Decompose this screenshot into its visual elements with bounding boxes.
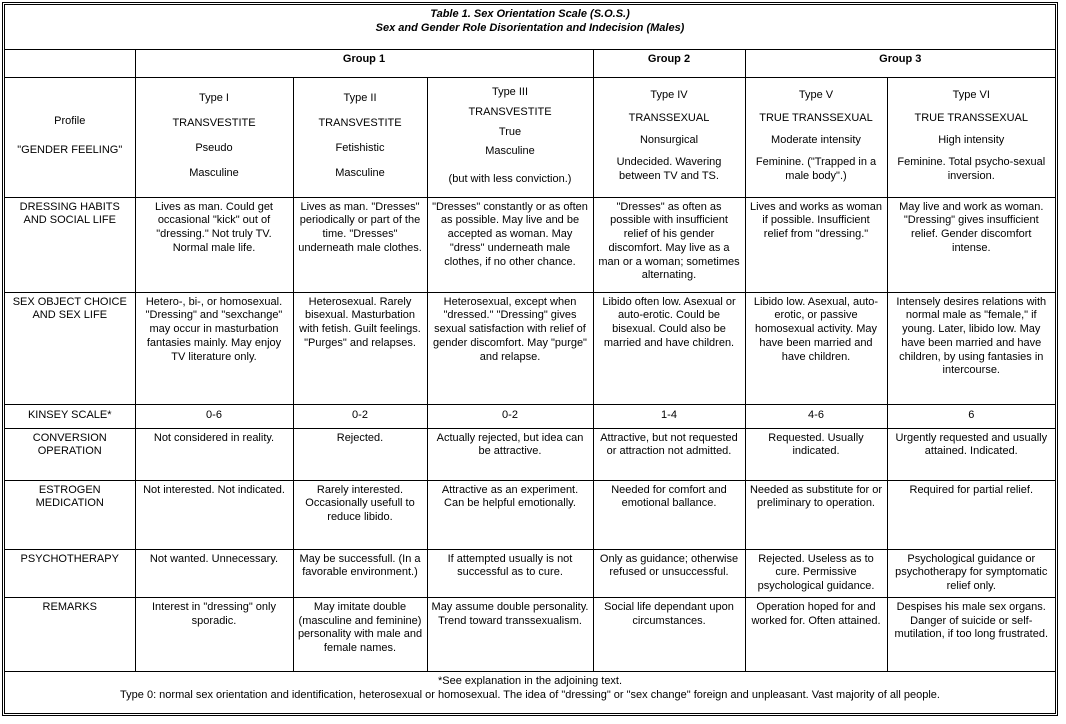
kinsey-type-1-cell: 0-6 xyxy=(135,404,293,428)
type-2-feeling: Masculine xyxy=(335,167,385,180)
table-title xyxy=(5,5,1055,49)
kinsey-type-4-cell: 1-4 xyxy=(593,404,745,428)
type-4-header-cell xyxy=(593,77,745,197)
conversion-row-label: CONVERSION OPERATION xyxy=(5,428,135,480)
psychotherapy-type-6-cell: Psychological guidance or psychotherapy for symptomatic relief only. xyxy=(887,549,1055,597)
remarks-type-2-cell: May imitate double (masculine and feminine) personality with male and female names. xyxy=(293,597,427,671)
type-3-feeling2: (but with less conviction.) xyxy=(448,172,572,185)
profile-label: Profile xyxy=(54,115,86,128)
type-3-header-cell xyxy=(427,77,593,197)
footnote-line2: Type 0: normal sex orientation and identification, heterosexual or homosexual. The idea of "dressing" or "sex change" foreign and unpleasant. Vast majority of all people. xyxy=(120,688,940,701)
sexobj-type-1-cell: Hetero-, bi-, or homosexual. "Dressing" and "sexchange" may occur in masturbation fantasies mainly. May enjoy TV literature only. xyxy=(135,292,293,404)
type-1-category: TRANSVESTITE xyxy=(172,117,256,130)
type-3-name: Type III xyxy=(491,86,529,99)
sexobj-type-2-cell: Heterosexual. Rarely bisexual. Masturbation with fetish. Guilt feelings. "Purges" and relapses. xyxy=(293,292,427,404)
psychotherapy-row xyxy=(5,549,1055,597)
profile-row xyxy=(5,77,1055,197)
footnote-row xyxy=(5,671,1055,717)
dressing-habits-row xyxy=(5,197,1055,292)
group-2-header: Group 2 xyxy=(593,49,745,77)
profile-row-label xyxy=(5,77,135,197)
type-5-category: TRUE TRANSSEXUAL xyxy=(759,111,873,124)
remarks-type-5-cell: Operation hoped for and worked for. Often attained. xyxy=(745,597,887,671)
type-5-header-cell xyxy=(745,77,887,197)
kinsey-type-3-cell: 0-2 xyxy=(427,404,593,428)
type-6-header-cell xyxy=(887,77,1055,197)
table-frame xyxy=(2,2,1058,716)
psychotherapy-type-5-cell: Rejected. Useless as to cure. Permissive psychological guidance. xyxy=(745,549,887,597)
sexobj-type-4-cell: Libido often low. Asexual or auto-erotic. Could be bisexual. Could also be married and have children. xyxy=(593,292,745,404)
type-1-feeling: Masculine xyxy=(189,167,239,180)
dressing-type-2-cell: Lives as man. "Dresses" periodically or part of the time. "Dresses" underneath male clothes. xyxy=(293,197,427,292)
remarks-row xyxy=(5,597,1055,671)
conversion-type-1-cell: Not considered in reality. xyxy=(135,428,293,480)
type-2-header-cell xyxy=(293,77,427,197)
type-1-header-cell xyxy=(135,77,293,197)
estrogen-medication-row xyxy=(5,480,1055,549)
type-2-subtype: Fetishistic xyxy=(335,142,385,155)
sex-object-row-label: SEX OBJECT CHOICE AND SEX LIFE xyxy=(5,292,135,404)
footnote-line1: *See explanation in the adjoining text. xyxy=(437,674,623,687)
dressing-type-1-cell: Lives as man. Could get occasional "kick" out of "dressing." Not truly TV. Normal male life. xyxy=(135,197,293,292)
conversion-type-4-cell: Attractive, but not requested or attraction not admitted. xyxy=(593,428,745,480)
psychotherapy-type-2-cell: May be successfull. (In a favorable environment.) xyxy=(293,549,427,597)
dressing-type-5-cell: Lives and works as woman if possible. Insufficient relief from "dressing." xyxy=(745,197,887,292)
type-4-feeling: Undecided. Wavering between TV and TS. xyxy=(616,156,722,183)
estrogen-type-1-cell: Not interested. Not indicated. xyxy=(135,480,293,549)
psychotherapy-row-label: PSYCHOTHERAPY xyxy=(5,549,135,597)
group-3-header: Group 3 xyxy=(745,49,1055,77)
table-title-line2: Sex and Gender Role Disorientation and Indecision (Males) xyxy=(375,21,685,34)
type-4-name: Type IV xyxy=(650,89,688,102)
psychotherapy-type-3-cell: If attempted usually is not successful as to cure. xyxy=(427,549,593,597)
psychotherapy-type-1-cell: Not wanted. Unnecessary. xyxy=(135,549,293,597)
remarks-type-6-cell: Despises his male sex organs. Danger of suicide or self-mutilation, if too long frustrated. xyxy=(887,597,1055,671)
conversion-operation-row xyxy=(5,428,1055,480)
estrogen-type-3-cell: Attractive as an experiment. Can be helpful emotionally. xyxy=(427,480,593,549)
conversion-type-3-cell: Actually rejected, but idea can be attractive. xyxy=(427,428,593,480)
type-1-subtype: Pseudo xyxy=(195,142,233,155)
group-header-empty-cell xyxy=(5,49,135,77)
sexobj-type-5-cell: Libido low. Asexual, auto-erotic, or passive homosexual activity. May have been married and have children. xyxy=(745,292,887,404)
group-header-row xyxy=(5,49,1055,77)
sexobj-type-3-cell: Heterosexual, except when "dressed." "Dressing" gives sexual satisfaction with relief of gender discomfort. May "purge" and relapse. xyxy=(427,292,593,404)
type-4-category: TRANSSEXUAL xyxy=(628,111,710,124)
dressing-type-6-cell: May live and work as woman. "Dressing" gives insufficient relief. Gender discomfort intense. xyxy=(887,197,1055,292)
estrogen-type-5-cell: Needed as substitute for or preliminary to operation. xyxy=(745,480,887,549)
remarks-type-3-cell: May assume double personality. Trend toward transsexualism. xyxy=(427,597,593,671)
remarks-type-1-cell: Interest in "dressing" only sporadic. xyxy=(135,597,293,671)
conversion-type-2-cell: Rejected. xyxy=(293,428,427,480)
remarks-type-4-cell: Social life dependant upon circumstances. xyxy=(593,597,745,671)
remarks-row-label: REMARKS xyxy=(5,597,135,671)
estrogen-type-4-cell: Needed for comfort and emotional ballance. xyxy=(593,480,745,549)
type-5-subtype: Moderate intensity xyxy=(771,133,861,146)
footnotes xyxy=(5,671,1055,717)
type-5-feeling: Feminine. ("Trapped in a male body".) xyxy=(755,156,877,183)
dressing-type-3-cell: "Dresses" constantly or as often as possible. May live and be accepted as woman. May "dress" underneath male clothes, if no other chance. xyxy=(427,197,593,292)
group-1-header: Group 1 xyxy=(135,49,593,77)
kinsey-scale-row xyxy=(5,404,1055,428)
type-4-subtype: Nonsurgical xyxy=(639,133,699,146)
psychotherapy-type-4-cell: Only as guidance; otherwise refused or unsuccessful. xyxy=(593,549,745,597)
kinsey-type-6-cell: 6 xyxy=(887,404,1055,428)
type-3-subtype: True xyxy=(498,125,522,138)
type-6-feeling: Feminine. Total psycho-sexual inversion. xyxy=(897,156,1046,183)
estrogen-row-label: ESTROGEN MEDICATION xyxy=(5,480,135,549)
sexobj-type-6-cell: Intensely desires relations with normal male as "female," if young. Later, libido low. May have been married and have children, by using fantasies in intercourse. xyxy=(887,292,1055,404)
kinsey-type-5-cell: 4-6 xyxy=(745,404,887,428)
estrogen-type-6-cell: Required for partial relief. xyxy=(887,480,1055,549)
estrogen-type-2-cell: Rarely interested. Occasionally usefull to reduce libido. xyxy=(293,480,427,549)
type-1-name: Type I xyxy=(199,91,229,104)
type-2-name: Type II xyxy=(343,91,377,104)
type-2-category: TRANSVESTITE xyxy=(318,117,402,130)
type-6-name: Type VI xyxy=(952,89,990,102)
sex-object-row xyxy=(5,292,1055,404)
dressing-type-4-cell: "Dresses" as often as possible with insufficient relief of his gender discomfort. May live as a man or a woman; sometimes alternating. xyxy=(593,197,745,292)
dressing-habits-row-label: DRESSING HABITS AND SOCIAL LIFE xyxy=(5,197,135,292)
gender-feeling-label: "GENDER FEELING" xyxy=(17,144,123,156)
type-3-feeling: Masculine xyxy=(485,145,535,158)
type-6-subtype: High intensity xyxy=(938,133,1005,146)
type-3-category: TRANSVESTITE xyxy=(468,106,552,119)
type-5-name: Type V xyxy=(798,89,834,102)
kinsey-type-2-cell: 0-2 xyxy=(293,404,427,428)
conversion-type-5-cell: Requested. Usually indicated. xyxy=(745,428,887,480)
title-row xyxy=(5,5,1055,49)
sos-table xyxy=(5,5,1055,717)
table-title-line1: Table 1. Sex Orientation Scale (S.O.S.) xyxy=(430,8,630,20)
conversion-type-6-cell: Urgently requested and usually attained. Indicated. xyxy=(887,428,1055,480)
kinsey-row-label: KINSEY SCALE* xyxy=(5,404,135,428)
type-6-category: TRUE TRANSSEXUAL xyxy=(914,111,1029,124)
